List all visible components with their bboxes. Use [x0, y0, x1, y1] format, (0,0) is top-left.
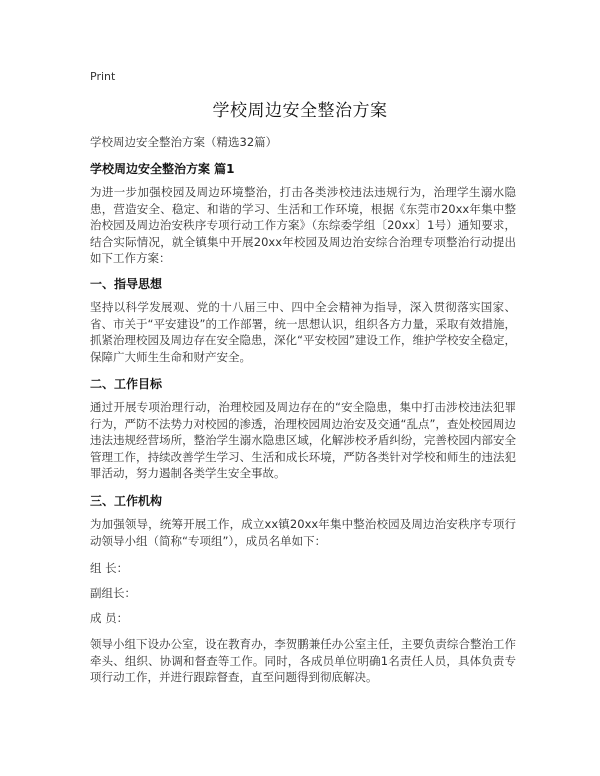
document-subtitle: 学校周边安全整治方案（精选32篇） [90, 135, 278, 149]
section-body-work-organization: 为加强领导，统筹开展工作，成立xx镇20xx年集中整治校园及周边治安秩序专项行动领导小组（简称“专项组”），成员名单如下： [90, 517, 516, 548]
section-heading-guiding-thought: 一、指导思想 [90, 277, 163, 291]
member-deputy-line: 副组长： [90, 586, 136, 600]
part-title: 学校周边安全整治方案 篇1 [90, 162, 235, 176]
section-heading-work-goals: 二、工作目标 [90, 377, 163, 391]
closing-paragraph: 领导小组下设办公室，设在教育办，李贺鹏兼任办公室主任，主要负责综合整治工作牵头、组织、协调和督查等工作。同时，各成员单位明确1名责任人员，具体负责专项行动工作，并进行跟踪督查，直至问题得到彻底解决。 [90, 637, 516, 684]
member-leader-line: 组 长： [90, 561, 129, 575]
section-body-guiding-thought: 坚持以科学发展观、党的十八届三中、四中全会精神为指导，深入贯彻落实国家、省、市关于“平安建设”的工作部署，统一思想认识，组织各方力量，采取有效措施，抓紧治理校园及周边存在安全隐患，深化“平安校园”建设工作，维护学校安全稳定，保障广大师生生命和财产安全。 [90, 300, 516, 364]
section-heading-work-organization: 三、工作机构 [90, 494, 163, 508]
print-label[interactable]: Print [90, 70, 116, 83]
section-body-work-goals: 通过开展专项治理行动，治理校园及周边存在的“安全隐患，集中打击涉校违法犯罪行为，严防不法势力对校园的渗透，治理校园周边治安及交通“乱点”，查处校园周边违法违规经营场所，整治学生溺水隐患区域，化解涉校矛盾纠纷，完善校园内部安全管理工作，持续改善学生学习、生活和成长环境，严防各类针对学校和师生的违法犯罪活动，努力遏制各类学生安全事故。 [90, 400, 516, 480]
intro-paragraph: 为进一步加强校园及周边环境整治，打击各类涉校违法违规行为，治理学生溺水隐患，营造安全、稳定、和谐的学习、生活和工作环境，根据《东莞市20xx年集中整治校园及周边治安秩序专项行动工作方案》（东综委学组〔20xx〕1号）通知要求，结合实际情况，就全镇集中开展20xx年校园及周边治安综合治理专项整治行动提出如下工作方案： [90, 185, 516, 265]
member-list-line: 成 员： [90, 611, 129, 625]
document-title: 学校周边安全整治方案 [212, 101, 388, 121]
